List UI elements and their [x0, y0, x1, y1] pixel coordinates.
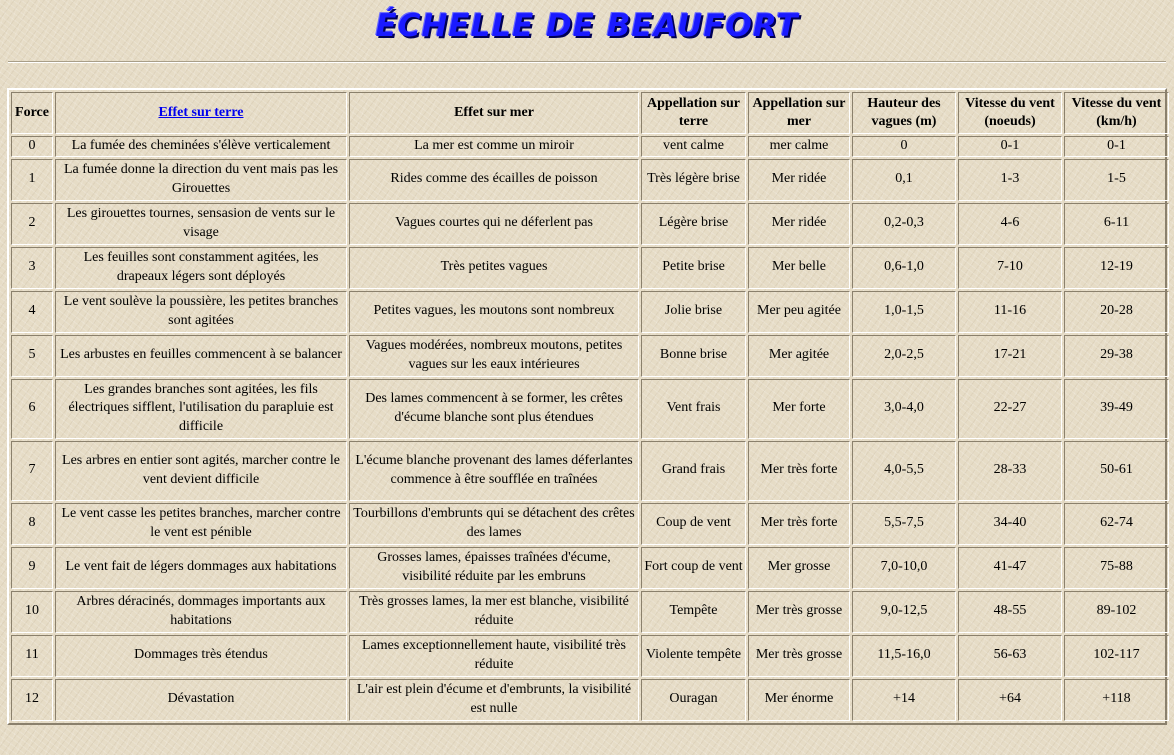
- cell-force: 12: [11, 679, 53, 721]
- cell-appellation-mer: Mer agitée: [748, 335, 850, 377]
- cell-effet-terre: Les feuilles sont constamment agitées, les drapeaux légers sont déployés: [55, 247, 347, 289]
- cell-appellation-mer: Mer grosse: [748, 547, 850, 589]
- cell-effet-terre: Les arbustes en feuilles commencent à se balancer: [55, 335, 347, 377]
- header-vitesse-noeuds: Vitesse du vent (noeuds): [958, 92, 1062, 134]
- cell-force: 2: [11, 203, 53, 245]
- cell-vitesse-kmh: 20-28: [1064, 291, 1169, 333]
- cell-appellation-mer: Mer très grosse: [748, 635, 850, 677]
- cell-vitesse-kmh: +118: [1064, 679, 1169, 721]
- cell-effet-mer: Lames exceptionnellement haute, visibilité très réduite: [349, 635, 639, 677]
- cell-vitesse-noeuds: 11-16: [958, 291, 1062, 333]
- cell-appellation-terre: Grand frais: [641, 441, 746, 501]
- cell-vitesse-kmh: 12-19: [1064, 247, 1169, 289]
- cell-force: 5: [11, 335, 53, 377]
- cell-hauteur-vagues: 0,2-0,3: [852, 203, 956, 245]
- cell-effet-terre: Dévastation: [55, 679, 347, 721]
- cell-effet-mer: Vagues modérées, nombreux moutons, petites vagues sur les eaux intérieures: [349, 335, 639, 377]
- cell-effet-terre: Les grandes branches sont agitées, les fils électriques sifflent, l'utilisation du parapluie est difficile: [55, 379, 347, 439]
- cell-hauteur-vagues: 1,0-1,5: [852, 291, 956, 333]
- cell-effet-mer: Des lames commencent à se former, les crêtes d'écume blanche sont plus étendues: [349, 379, 639, 439]
- cell-hauteur-vagues: 11,5-16,0: [852, 635, 956, 677]
- cell-effet-mer: Grosses lames, épaisses traînées d'écume, visibilité réduite par les embruns: [349, 547, 639, 589]
- cell-effet-terre: Le vent casse les petites branches, marcher contre le vent est pénible: [55, 503, 347, 545]
- cell-appellation-terre: Légère brise: [641, 203, 746, 245]
- page-title: ÉCHELLE DE BEAUFORT: [375, 8, 799, 44]
- cell-force: 4: [11, 291, 53, 333]
- cell-effet-terre: Le vent soulève la poussière, les petites branches sont agitées: [55, 291, 347, 333]
- table-body: [11, 136, 1169, 721]
- cell-hauteur-vagues: +14: [852, 679, 956, 721]
- table-row: [11, 591, 1169, 633]
- table-row: [11, 503, 1169, 545]
- cell-appellation-terre: Très légère brise: [641, 159, 746, 201]
- cell-vitesse-kmh: 102-117: [1064, 635, 1169, 677]
- header-hauteur-vagues: Hauteur des vagues (m): [852, 92, 956, 134]
- cell-appellation-mer: Mer ridée: [748, 159, 850, 201]
- cell-vitesse-kmh: 6-11: [1064, 203, 1169, 245]
- cell-hauteur-vagues: 0,1: [852, 159, 956, 201]
- cell-appellation-mer: Mer belle: [748, 247, 850, 289]
- cell-vitesse-kmh: 1-5: [1064, 159, 1169, 201]
- table-row: [11, 291, 1169, 333]
- cell-vitesse-kmh: 29-38: [1064, 335, 1169, 377]
- table-row: [11, 335, 1169, 377]
- cell-appellation-terre: Ouragan: [641, 679, 746, 721]
- cell-appellation-terre: Vent frais: [641, 379, 746, 439]
- cell-effet-terre: Arbres déracinés, dommages importants aux habitations: [55, 591, 347, 633]
- cell-effet-terre: Les girouettes tournes, sensasion de vents sur le visage: [55, 203, 347, 245]
- cell-force: 11: [11, 635, 53, 677]
- cell-effet-terre: Les arbres en entier sont agités, marcher contre le vent devient difficile: [55, 441, 347, 501]
- cell-appellation-terre: Tempête: [641, 591, 746, 633]
- cell-vitesse-kmh: 89-102: [1064, 591, 1169, 633]
- cell-effet-mer: Petites vagues, les moutons sont nombreux: [349, 291, 639, 333]
- table-row: [11, 136, 1169, 157]
- cell-hauteur-vagues: 5,5-7,5: [852, 503, 956, 545]
- beaufort-table: [9, 90, 1171, 723]
- effet-sur-terre-link[interactable]: Effet sur terre: [158, 104, 244, 120]
- cell-vitesse-noeuds: 22-27: [958, 379, 1062, 439]
- cell-effet-terre: Dommages très étendus: [55, 635, 347, 677]
- header-force: Force: [11, 92, 53, 134]
- cell-vitesse-noeuds: 17-21: [958, 335, 1062, 377]
- header-vitesse-kmh: Vitesse du vent (km/h): [1064, 92, 1169, 134]
- header-appellation-mer: Appellation sur mer: [748, 92, 850, 134]
- cell-hauteur-vagues: 0: [852, 136, 956, 157]
- cell-appellation-terre: Jolie brise: [641, 291, 746, 333]
- cell-effet-mer: Très grosses lames, la mer est blanche, visibilité réduite: [349, 591, 639, 633]
- cell-appellation-terre: vent calme: [641, 136, 746, 157]
- cell-appellation-mer: Mer forte: [748, 379, 850, 439]
- cell-force: 6: [11, 379, 53, 439]
- cell-effet-terre: La fumée donne la direction du vent mais pas les Girouettes: [55, 159, 347, 201]
- cell-effet-mer: Tourbillons d'embrunts qui se détachent des crêtes des lames: [349, 503, 639, 545]
- table-row: [11, 441, 1169, 501]
- cell-vitesse-noeuds: 56-63: [958, 635, 1062, 677]
- cell-force: 0: [11, 136, 53, 157]
- cell-force: 9: [11, 547, 53, 589]
- cell-vitesse-noeuds: 1-3: [958, 159, 1062, 201]
- cell-force: 10: [11, 591, 53, 633]
- cell-force: 8: [11, 503, 53, 545]
- cell-appellation-mer: Mer très forte: [748, 441, 850, 501]
- cell-vitesse-kmh: 39-49: [1064, 379, 1169, 439]
- cell-vitesse-kmh: 75-88: [1064, 547, 1169, 589]
- table-row: [11, 679, 1169, 721]
- cell-vitesse-noeuds: 41-47: [958, 547, 1062, 589]
- cell-vitesse-noeuds: 7-10: [958, 247, 1062, 289]
- cell-effet-mer: Très petites vagues: [349, 247, 639, 289]
- table-row: [11, 547, 1169, 589]
- cell-hauteur-vagues: 7,0-10,0: [852, 547, 956, 589]
- cell-appellation-mer: Mer très grosse: [748, 591, 850, 633]
- header-effet-sur-terre: [55, 92, 347, 134]
- cell-vitesse-kmh: 50-61: [1064, 441, 1169, 501]
- cell-vitesse-kmh: 0-1: [1064, 136, 1169, 157]
- table-row: [11, 203, 1169, 245]
- cell-force: 7: [11, 441, 53, 501]
- cell-effet-mer: Vagues courtes qui ne déferlent pas: [349, 203, 639, 245]
- cell-effet-terre: Le vent fait de légers dommages aux habitations: [55, 547, 347, 589]
- cell-appellation-mer: Mer énorme: [748, 679, 850, 721]
- cell-vitesse-noeuds: 48-55: [958, 591, 1062, 633]
- cell-force: 3: [11, 247, 53, 289]
- table-row: [11, 247, 1169, 289]
- cell-appellation-terre: Bonne brise: [641, 335, 746, 377]
- cell-vitesse-noeuds: 0-1: [958, 136, 1062, 157]
- table-row: [11, 159, 1169, 201]
- cell-appellation-mer: Mer ridée: [748, 203, 850, 245]
- cell-appellation-terre: Coup de vent: [641, 503, 746, 545]
- cell-appellation-terre: Violente tempête: [641, 635, 746, 677]
- table-row: [11, 379, 1169, 439]
- cell-appellation-mer: Mer peu agitée: [748, 291, 850, 333]
- cell-appellation-mer: mer calme: [748, 136, 850, 157]
- cell-effet-mer: L'air est plein d'écume et d'embrunts, la visibilité est nulle: [349, 679, 639, 721]
- cell-appellation-mer: Mer très forte: [748, 503, 850, 545]
- horizontal-divider: [8, 61, 1166, 63]
- cell-vitesse-noeuds: +64: [958, 679, 1062, 721]
- cell-effet-mer: La mer est comme un miroir: [349, 136, 639, 157]
- cell-vitesse-noeuds: 34-40: [958, 503, 1062, 545]
- beaufort-table-frame: [7, 88, 1167, 725]
- table-row: [11, 635, 1169, 677]
- cell-effet-mer: Rides comme des écailles de poisson: [349, 159, 639, 201]
- title-banner: [0, 2, 1174, 50]
- cell-hauteur-vagues: 3,0-4,0: [852, 379, 956, 439]
- cell-hauteur-vagues: 4,0-5,5: [852, 441, 956, 501]
- cell-hauteur-vagues: 0,6-1,0: [852, 247, 956, 289]
- cell-force: 1: [11, 159, 53, 201]
- header-effet-sur-mer: Effet sur mer: [349, 92, 639, 134]
- header-row: [11, 92, 1169, 134]
- cell-vitesse-kmh: 62-74: [1064, 503, 1169, 545]
- cell-hauteur-vagues: 2,0-2,5: [852, 335, 956, 377]
- cell-appellation-terre: Petite brise: [641, 247, 746, 289]
- cell-effet-mer: L'écume blanche provenant des lames déferlantes commence à être soufflée en traînées: [349, 441, 639, 501]
- cell-effet-terre: La fumée des cheminées s'élève verticalement: [55, 136, 347, 157]
- header-appellation-terre: Appellation sur terre: [641, 92, 746, 134]
- cell-vitesse-noeuds: 28-33: [958, 441, 1062, 501]
- cell-vitesse-noeuds: 4-6: [958, 203, 1062, 245]
- cell-appellation-terre: Fort coup de vent: [641, 547, 746, 589]
- cell-hauteur-vagues: 9,0-12,5: [852, 591, 956, 633]
